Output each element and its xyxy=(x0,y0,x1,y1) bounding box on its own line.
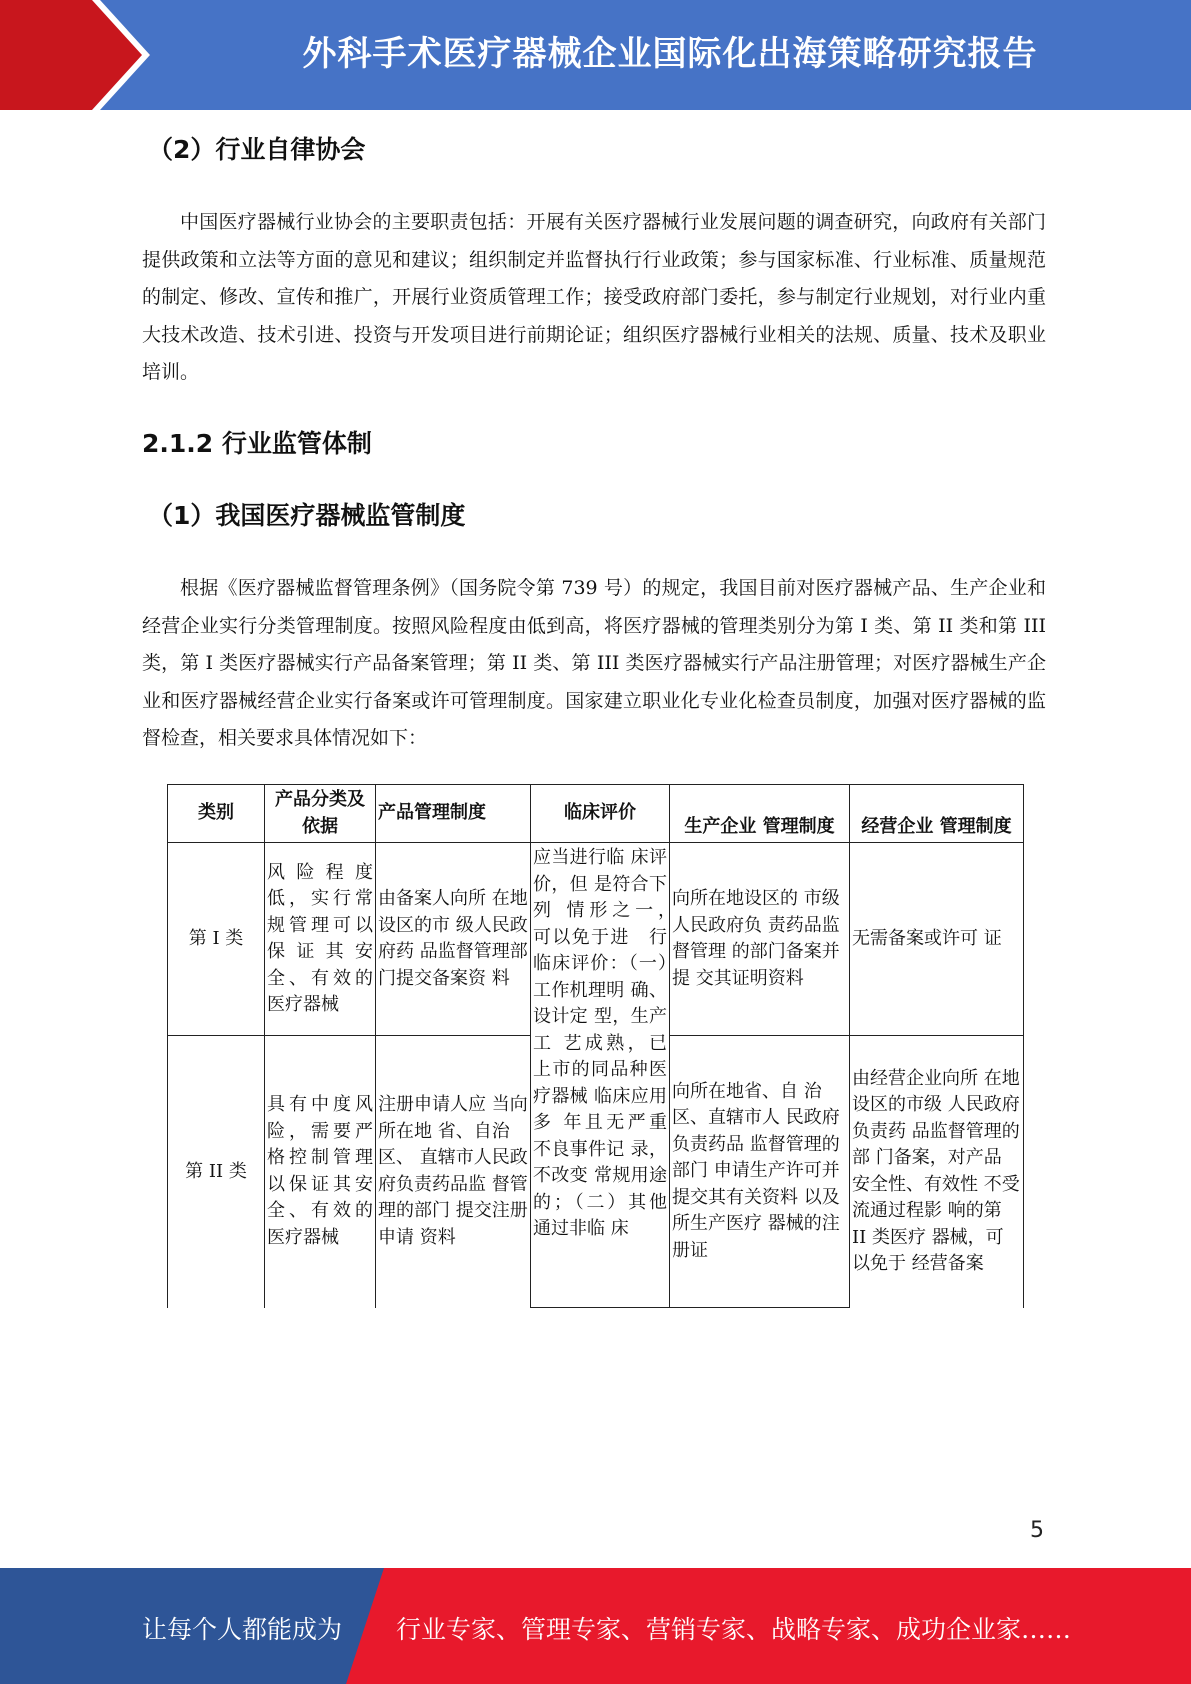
section-heading-regulation: 2.1.2 行业监管体制 xyxy=(142,429,372,458)
table-header-cell: 临床评价 xyxy=(531,785,670,843)
clinical-text: 应当进行临 床评价，但 是符合下列 情形之一， 可以免于进 行临床评价：（一）工作机理明 确、设计定 型，生产工 艺成熟，已 上市的同品种医疗器械 临床应用多 年且无严重 不良事件记 录，不改变 常规用途的；（二）其他通过非临 床 xyxy=(533,847,667,1239)
table-header-cell: 类别 xyxy=(168,785,265,843)
footer-slogan-right: 行业专家、管理专家、营销专家、战略专家、成功企业家…… xyxy=(396,1615,1072,1644)
page-number: 5 xyxy=(1030,1518,1044,1543)
regulation-table xyxy=(167,784,1024,1308)
table-cell-product-mgmt: 注册申请人应 当向所在地 省、自治区、 直辖市人民政 府负责药品监 督管理的部门 提交注册申请 资料 xyxy=(376,1036,531,1308)
table-cell-category: 第 I 类 xyxy=(168,843,265,1036)
table-cell-producer-mgmt: 向所在地省、自 治区、直辖市人 民政府负责药品 监督管理的部门 申请生产许可并 提交其有关资料 以及所生产医疗 器械的注册证 xyxy=(670,1036,850,1308)
regulation-paragraph: 根据《医疗器械监督管理条例》（国务院令第 739 号）的规定，我国目前对医疗器械产品、生产企业和经营企业实行分类管理制度。按照风险程度由低到高，将医疗器械的管理类别分为第 I 类、第 II 类和第 III 类，第 I 类医疗器械实行产品备案管理；第 II 类、第 III 类医疗器械实行产品注册管理；对医疗器械生产企业和医疗器械经营企业实行备案或许可管理制度。国家建立职业化专业化检查员制度，加强对医疗器械的监督检查，相关要求具体情况如下： xyxy=(142,577,1046,749)
table-header-cell: 经营企业 管理制度 xyxy=(850,785,1024,843)
table-cell-basis: 风险程度低，实行常规管理可以保证其安全、有效的医疗器械 xyxy=(265,843,376,1036)
table-header-cell: 生产企业 管理制度 xyxy=(670,785,850,843)
table-header-cell: 产品管理制度 xyxy=(376,785,531,843)
table-header-cell: 产品分类及依据 xyxy=(265,785,376,843)
table-cell-category: 第 II 类 xyxy=(168,1036,265,1308)
table-header-row xyxy=(168,785,1024,843)
report-title: 外科手术医疗器械企业国际化出海策略研究报告 xyxy=(302,34,1038,74)
section-heading-association: （2）行业自律协会 xyxy=(148,135,366,164)
table-cell-producer-mgmt: 向所在地设区的 市级人民政府负 责药品监督管理 的部门备案并提 交其证明资料 xyxy=(670,843,850,1036)
footer-slogan-left: 让每个人都能成为 xyxy=(142,1615,343,1644)
table-cell-dealer-mgmt: 由经营企业向所 在地设区的市级 人民政府负责药 品监督管理的部 门备案，对产品 安全性、有效性 不受流通过程影 响的第 II 类医疗 器械，可以免于 经营备案 xyxy=(850,1036,1024,1308)
table-cell-dealer-mgmt: 无需备案或许可 证 xyxy=(850,843,1024,1036)
table-cell-product-mgmt: 由备案人向所 在地设区的市 级人民政府药 品监督管理部 门提交备案资 料 xyxy=(376,843,531,1036)
table-cell-clinical xyxy=(531,843,670,1308)
subsection-heading-china-regulation: （1）我国医疗器械监管制度 xyxy=(148,501,466,530)
association-paragraph: 中国医疗器械行业协会的主要职责包括：开展有关医疗器械行业发展问题的调查研究，向政府有关部门提供政策和立法等方面的意见和建议；组织制定并监督执行行业政策；参与国家标准、行业标准、质量规范的制定、修改、宣传和推广，开展行业资质管理工作；接受政府部门委托，参与制定行业规划，对行业内重大技术改造、技术引进、投资与开发项目进行前期论证；组织医疗器械行业相关的法规、质量、技术及职业培训。 xyxy=(142,211,1046,383)
table-cell-basis: 具有中度风险，需要严格控制管理以保证其安全、有效的医疗器械 xyxy=(265,1036,376,1308)
table-row xyxy=(168,843,1024,1036)
